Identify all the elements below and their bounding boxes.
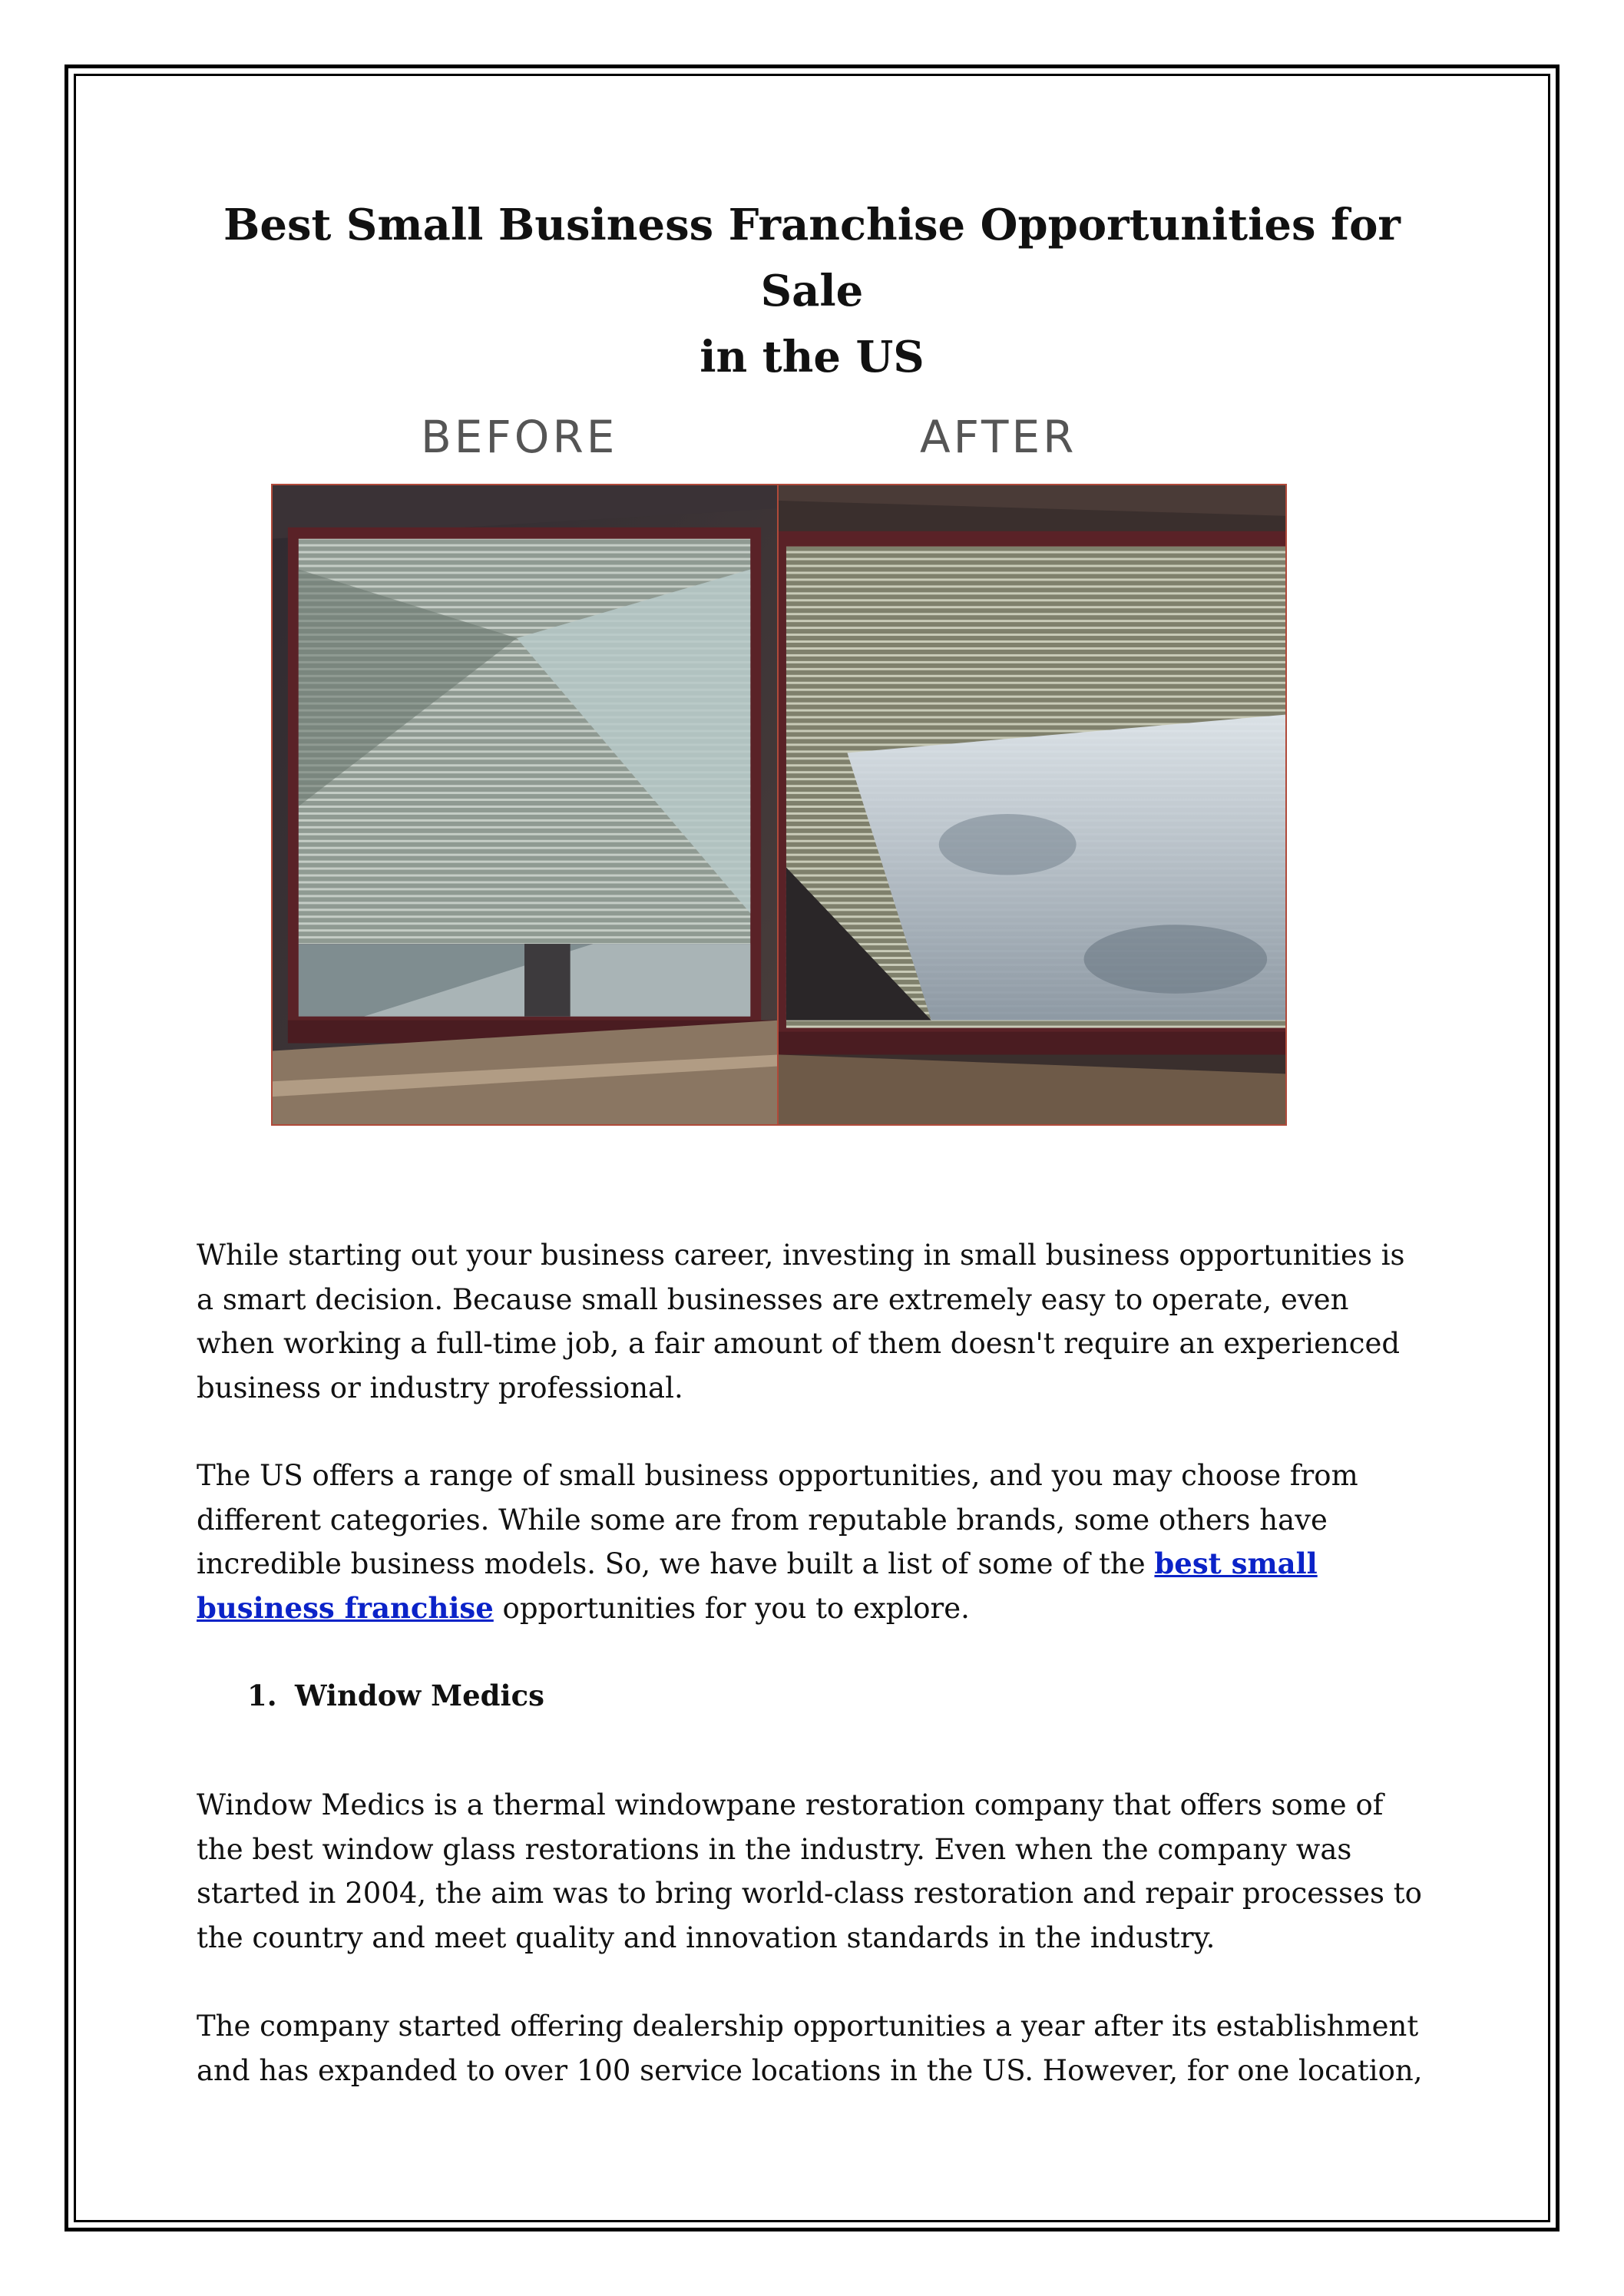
after-window-illustration bbox=[779, 485, 1285, 1124]
before-window-photo bbox=[271, 484, 781, 1126]
title-line-1: Best Small Business Franchise Opportunities for Sale bbox=[223, 200, 1401, 316]
dealership-paragraph: The company started offering dealership opportunities a year after its establishment and has expanded to over 100 service locations in the US. However, for one location, bbox=[197, 2010, 1423, 2087]
title-line-2: in the US bbox=[700, 332, 924, 382]
page-title bbox=[169, 192, 1455, 390]
window-medics-paragraph: Window Medics is a thermal windowpane restoration company that offers some of the best window glass restorations in the industry. Even when the company was started in 2004, the aim was to bring world-class restoration and repair processes to the country and meet quality and innovation standards in the industry. bbox=[197, 1788, 1422, 1954]
list-item-title: Window Medics bbox=[295, 1679, 544, 1712]
offers-paragraph bbox=[197, 1454, 1425, 1630]
after-window-photo bbox=[777, 484, 1287, 1126]
intro-paragraph: While starting out your business career, investing in small business opportunities is a smart decision. Because small businesses are extremely easy to operate, even when working a full-time job, a fair amount of them doesn't require an experienced business or industry professional. bbox=[197, 1239, 1405, 1404]
list-item-window-medics bbox=[247, 1674, 544, 1718]
best-small-business-franchise-link[interactable]: best small business franchise bbox=[197, 1547, 1318, 1625]
list-number: 1. bbox=[247, 1679, 277, 1712]
offers-text-after-link: opportunities for you to explore. bbox=[493, 1591, 970, 1625]
before-window-illustration bbox=[273, 485, 779, 1124]
after-label: AFTER bbox=[920, 411, 1077, 463]
offers-text-before-link: The US offers a range of small business opportunities, and you may choose from different categories. While some are from reputable brands, some others have incredible business models. So, we have built a list of some of the bbox=[197, 1459, 1358, 1580]
before-label: BEFORE bbox=[421, 411, 618, 463]
